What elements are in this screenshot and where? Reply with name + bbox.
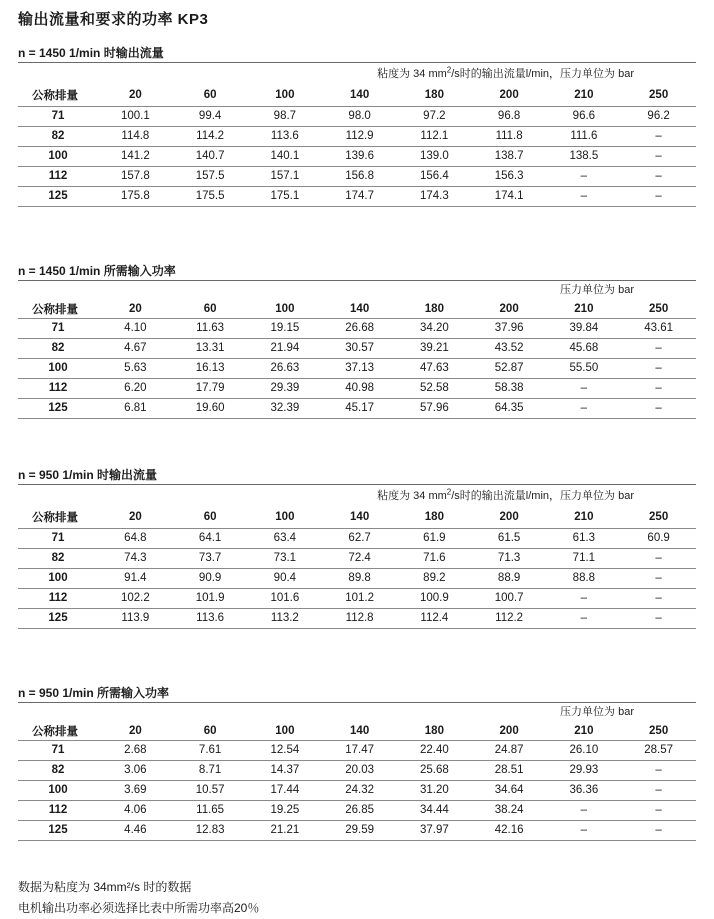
table-cell: –	[621, 608, 696, 628]
table-cell: 13.31	[173, 338, 248, 358]
table-cell: 12.83	[173, 820, 248, 840]
table-cell: 90.4	[248, 568, 323, 588]
table-cell: –	[547, 820, 622, 840]
table-cell: 61.3	[547, 528, 622, 548]
table-cell: 112.4	[397, 608, 472, 628]
table-cell: 90.9	[173, 568, 248, 588]
table-row	[18, 820, 696, 840]
table-cell: 19.60	[173, 398, 248, 418]
table-cell: –	[547, 800, 622, 820]
table-cell: 14.37	[248, 760, 323, 780]
row-displacement: 71	[18, 740, 98, 760]
table-cell: 26.68	[322, 318, 397, 338]
table-cell: 17.44	[248, 780, 323, 800]
table-cell: –	[621, 126, 696, 146]
table-cell: 7.61	[173, 740, 248, 760]
table-cell: 101.2	[322, 588, 397, 608]
table-row	[18, 106, 696, 126]
table-cell: 61.9	[397, 528, 472, 548]
table-header-row	[18, 85, 696, 106]
header-pressure-100: 100	[275, 302, 295, 315]
table-cell: 114.2	[173, 126, 248, 146]
table-cell: 5.63	[98, 358, 173, 378]
header-pressure-180: 180	[424, 89, 444, 102]
header-pressure-140: 140	[350, 89, 370, 102]
table-cell: 74.3	[98, 548, 173, 568]
table-cell: 71.1	[547, 548, 622, 568]
table-cell: 112.2	[472, 608, 547, 628]
table-cell: –	[621, 338, 696, 358]
table-row	[18, 126, 696, 146]
table-cell: 174.3	[397, 186, 472, 206]
table-cell: –	[621, 760, 696, 780]
table-cell: 34.44	[397, 800, 472, 820]
table-cell: 16.13	[173, 358, 248, 378]
header-pressure-140: 140	[350, 302, 370, 315]
table-header-row	[18, 722, 696, 740]
table-cell: 111.6	[547, 126, 622, 146]
table-cell: –	[621, 146, 696, 166]
table-cell: –	[621, 820, 696, 840]
table-section	[18, 44, 696, 207]
table-row	[18, 740, 696, 760]
row-displacement: 82	[18, 760, 98, 780]
header-pressure-200: 200	[499, 302, 519, 315]
table-cell: 138.7	[472, 146, 547, 166]
table-cell: 24.87	[472, 740, 547, 760]
table-cell: 3.06	[98, 760, 173, 780]
table-section	[18, 262, 696, 419]
subtitle-text: 压力单位为 bar	[560, 284, 634, 296]
table-row	[18, 166, 696, 186]
table-cell: 73.1	[248, 548, 323, 568]
table-row	[18, 338, 696, 358]
header-pressure-20: 20	[128, 724, 142, 737]
row-displacement: 112	[18, 800, 98, 820]
table-cell: 57.96	[397, 398, 472, 418]
table-cell: 17.79	[173, 378, 248, 398]
table-cell: 43.52	[472, 338, 547, 358]
table-row	[18, 800, 696, 820]
table-cell: 42.16	[472, 820, 547, 840]
table-cell: 140.7	[173, 146, 248, 166]
row-displacement: 125	[18, 608, 98, 628]
table-cell: 19.25	[248, 800, 323, 820]
header-pressure-180: 180	[424, 302, 444, 315]
table-cell: –	[547, 186, 622, 206]
table-cell: 19.15	[248, 318, 323, 338]
header-pressure-140: 140	[350, 724, 370, 737]
table-cell: 157.8	[98, 166, 173, 186]
table-cell: 100.1	[98, 106, 173, 126]
table-cell: 17.47	[322, 740, 397, 760]
table-cell: 31.20	[397, 780, 472, 800]
header-displacement-label: 公称排量	[32, 90, 78, 103]
table-cell: 11.63	[173, 318, 248, 338]
table-cell: 26.85	[322, 800, 397, 820]
table-cell: 62.7	[322, 528, 397, 548]
table-cell: 60.9	[621, 528, 696, 548]
table-cell: 24.32	[322, 780, 397, 800]
section-title: n = 1450 1/min 所需输入功率	[18, 264, 176, 278]
header-pressure-250: 250	[649, 302, 669, 315]
table-cell: 156.4	[397, 166, 472, 186]
section-subtitle	[18, 281, 696, 300]
table-row	[18, 146, 696, 166]
table-cell: 141.2	[98, 146, 173, 166]
table-cell: 91.4	[98, 568, 173, 588]
footer-notes	[18, 877, 259, 919]
table-cell: 112.1	[397, 126, 472, 146]
header-displacement-label: 公称排量	[32, 303, 78, 316]
table-cell: 37.96	[472, 318, 547, 338]
row-displacement: 112	[18, 588, 98, 608]
table-cell: 101.9	[173, 588, 248, 608]
table-cell: 6.20	[98, 378, 173, 398]
table-cell: 73.7	[173, 548, 248, 568]
header-pressure-200: 200	[499, 89, 519, 102]
header-pressure-250: 250	[649, 89, 669, 102]
table-cell: 112.9	[322, 126, 397, 146]
table-header-row	[18, 300, 696, 318]
table-cell: 37.13	[322, 358, 397, 378]
table-cell: 29.93	[547, 760, 622, 780]
table-cell: –	[621, 186, 696, 206]
table-cell: –	[621, 378, 696, 398]
section-title: n = 950 1/min 所需输入功率	[18, 686, 170, 700]
header-pressure-180: 180	[424, 724, 444, 737]
row-displacement: 112	[18, 166, 98, 186]
header-pressure-20: 20	[128, 511, 142, 524]
header-pressure-140: 140	[350, 511, 370, 524]
header-pressure-60: 60	[203, 511, 217, 524]
table-cell: 11.65	[173, 800, 248, 820]
table-cell: 174.7	[322, 186, 397, 206]
subtitle-text-suffix: /s时的输出流量l/min，压力单位为 bar	[451, 68, 634, 80]
table-cell: –	[621, 358, 696, 378]
header-displacement-label: 公称排量	[32, 725, 78, 738]
row-displacement: 82	[18, 338, 98, 358]
table-cell: 113.2	[248, 608, 323, 628]
table-cell: –	[547, 588, 622, 608]
subtitle-text: 压力单位为 bar	[560, 706, 634, 718]
table-cell: 175.5	[173, 186, 248, 206]
table-row	[18, 358, 696, 378]
data-table	[18, 722, 696, 841]
table-cell: 89.8	[322, 568, 397, 588]
subtitle-superscript: 2	[446, 65, 452, 75]
header-pressure-250: 250	[649, 724, 669, 737]
header-pressure-20: 20	[128, 302, 142, 315]
table-cell: 45.17	[322, 398, 397, 418]
header-pressure-100: 100	[275, 724, 295, 737]
subtitle-text: 粘度为 34 mm	[377, 490, 447, 502]
subtitle-text: 粘度为 34 mm	[377, 68, 447, 80]
table-cell: 38.24	[472, 800, 547, 820]
section-subtitle	[18, 485, 696, 507]
table-cell: 4.46	[98, 820, 173, 840]
table-cell: 52.87	[472, 358, 547, 378]
header-pressure-60: 60	[203, 724, 217, 737]
header-pressure-210: 210	[574, 511, 594, 524]
table-cell: 100.7	[472, 588, 547, 608]
table-cell: 20.03	[322, 760, 397, 780]
table-cell: 63.4	[248, 528, 323, 548]
table-cell: 140.1	[248, 146, 323, 166]
table-cell: 113.6	[173, 608, 248, 628]
table-cell: 138.5	[547, 146, 622, 166]
table-cell: 4.06	[98, 800, 173, 820]
table-cell: 99.4	[173, 106, 248, 126]
data-table	[18, 507, 696, 629]
row-displacement: 82	[18, 548, 98, 568]
header-displacement-label: 公称排量	[32, 512, 78, 525]
table-cell: 34.64	[472, 780, 547, 800]
table-cell: 89.2	[397, 568, 472, 588]
section-subtitle	[18, 63, 696, 85]
table-cell: 64.8	[98, 528, 173, 548]
table-cell: 30.57	[322, 338, 397, 358]
section-title: n = 950 1/min 时输出流量	[18, 468, 158, 482]
table-cell: 72.4	[322, 548, 397, 568]
footer-note-motor-power: 电机输出功率必须选择比表中所需功率高20％	[18, 901, 260, 915]
table-cell: 52.58	[397, 378, 472, 398]
header-pressure-100: 100	[275, 511, 295, 524]
table-cell: 157.5	[173, 166, 248, 186]
table-cell: –	[547, 608, 622, 628]
table-cell: 96.2	[621, 106, 696, 126]
table-section	[18, 466, 696, 629]
table-cell: 29.59	[322, 820, 397, 840]
table-cell: –	[547, 166, 622, 186]
row-displacement: 125	[18, 820, 98, 840]
table-cell: 61.5	[472, 528, 547, 548]
table-cell: 175.1	[248, 186, 323, 206]
table-cell: 64.35	[472, 398, 547, 418]
table-cell: –	[621, 166, 696, 186]
table-cell: 174.1	[472, 186, 547, 206]
header-pressure-100: 100	[275, 89, 295, 102]
table-cell: 175.8	[98, 186, 173, 206]
header-pressure-20: 20	[128, 89, 142, 102]
table-cell: –	[547, 398, 622, 418]
table-row	[18, 760, 696, 780]
table-cell: 71.3	[472, 548, 547, 568]
table-cell: 26.10	[547, 740, 622, 760]
header-pressure-180: 180	[424, 511, 444, 524]
table-cell: 47.63	[397, 358, 472, 378]
row-displacement: 71	[18, 106, 98, 126]
footer-note-viscosity: 数据为粘度为 34mm²/s 时的数据	[18, 880, 192, 894]
table-cell: 97.2	[397, 106, 472, 126]
table-cell: 25.68	[397, 760, 472, 780]
table-cell: 64.1	[173, 528, 248, 548]
table-cell: 139.0	[397, 146, 472, 166]
row-displacement: 125	[18, 186, 98, 206]
subtitle-superscript: 2	[446, 487, 452, 497]
row-displacement: 100	[18, 358, 98, 378]
table-cell: 21.21	[248, 820, 323, 840]
table-header-row	[18, 507, 696, 528]
table-cell: 28.57	[621, 740, 696, 760]
table-row	[18, 318, 696, 338]
table-cell: 100.9	[397, 588, 472, 608]
table-cell: 45.68	[547, 338, 622, 358]
table-cell: 34.20	[397, 318, 472, 338]
table-cell: 8.71	[173, 760, 248, 780]
table-cell: 26.63	[248, 358, 323, 378]
table-cell: 6.81	[98, 398, 173, 418]
data-table	[18, 85, 696, 207]
table-cell: –	[621, 800, 696, 820]
row-displacement: 71	[18, 318, 98, 338]
row-displacement: 82	[18, 126, 98, 146]
table-cell: 156.3	[472, 166, 547, 186]
table-cell: 96.8	[472, 106, 547, 126]
table-cell: 88.9	[472, 568, 547, 588]
subtitle-text-suffix: /s时的输出流量l/min，压力单位为 bar	[451, 490, 634, 502]
table-cell: 40.98	[322, 378, 397, 398]
table-row	[18, 186, 696, 206]
table-cell: 112.8	[322, 608, 397, 628]
header-pressure-250: 250	[649, 511, 669, 524]
row-displacement: 71	[18, 528, 98, 548]
table-cell: 32.39	[248, 398, 323, 418]
table-cell: 10.57	[173, 780, 248, 800]
table-cell: –	[621, 568, 696, 588]
table-section	[18, 684, 696, 841]
table-cell: 55.50	[547, 358, 622, 378]
table-cell: 2.68	[98, 740, 173, 760]
table-cell: 113.9	[98, 608, 173, 628]
table-cell: 21.94	[248, 338, 323, 358]
row-displacement: 112	[18, 378, 98, 398]
table-row	[18, 528, 696, 548]
table-row	[18, 608, 696, 628]
row-displacement: 100	[18, 568, 98, 588]
table-cell: 101.6	[248, 588, 323, 608]
table-cell: 113.6	[248, 126, 323, 146]
table-cell: –	[621, 548, 696, 568]
row-displacement: 100	[18, 146, 98, 166]
header-pressure-60: 60	[203, 89, 217, 102]
table-cell: 111.8	[472, 126, 547, 146]
table-cell: 36.36	[547, 780, 622, 800]
table-cell: 12.54	[248, 740, 323, 760]
header-pressure-200: 200	[499, 511, 519, 524]
header-pressure-200: 200	[499, 724, 519, 737]
table-cell: 114.8	[98, 126, 173, 146]
table-cell: –	[621, 588, 696, 608]
table-row	[18, 568, 696, 588]
header-pressure-210: 210	[574, 89, 594, 102]
table-cell: 3.69	[98, 780, 173, 800]
table-row	[18, 588, 696, 608]
table-cell: 157.1	[248, 166, 323, 186]
table-cell: 156.8	[322, 166, 397, 186]
row-displacement: 100	[18, 780, 98, 800]
table-row	[18, 780, 696, 800]
table-cell: 88.8	[547, 568, 622, 588]
table-cell: 102.2	[98, 588, 173, 608]
header-pressure-210: 210	[574, 724, 594, 737]
table-cell: 58.38	[472, 378, 547, 398]
table-cell: 39.21	[397, 338, 472, 358]
table-row	[18, 548, 696, 568]
page-title: 输出流量和要求的功率 KP3	[18, 11, 209, 28]
table-cell: 37.97	[397, 820, 472, 840]
table-cell: 22.40	[397, 740, 472, 760]
table-cell: 28.51	[472, 760, 547, 780]
table-cell: 4.10	[98, 318, 173, 338]
table-cell: 98.7	[248, 106, 323, 126]
header-pressure-60: 60	[203, 302, 217, 315]
section-title: n = 1450 1/min 时输出流量	[18, 46, 164, 60]
table-cell: –	[547, 378, 622, 398]
table-cell: 98.0	[322, 106, 397, 126]
header-pressure-210: 210	[574, 302, 594, 315]
table-cell: 4.67	[98, 338, 173, 358]
table-cell: 29.39	[248, 378, 323, 398]
table-cell: –	[621, 398, 696, 418]
table-cell: –	[621, 780, 696, 800]
table-cell: 39.84	[547, 318, 622, 338]
table-row	[18, 398, 696, 418]
table-cell: 139.6	[322, 146, 397, 166]
table-row	[18, 378, 696, 398]
row-displacement: 125	[18, 398, 98, 418]
table-cell: 43.61	[621, 318, 696, 338]
section-subtitle	[18, 703, 696, 722]
table-cell: 71.6	[397, 548, 472, 568]
data-table	[18, 300, 696, 419]
table-cell: 96.6	[547, 106, 622, 126]
